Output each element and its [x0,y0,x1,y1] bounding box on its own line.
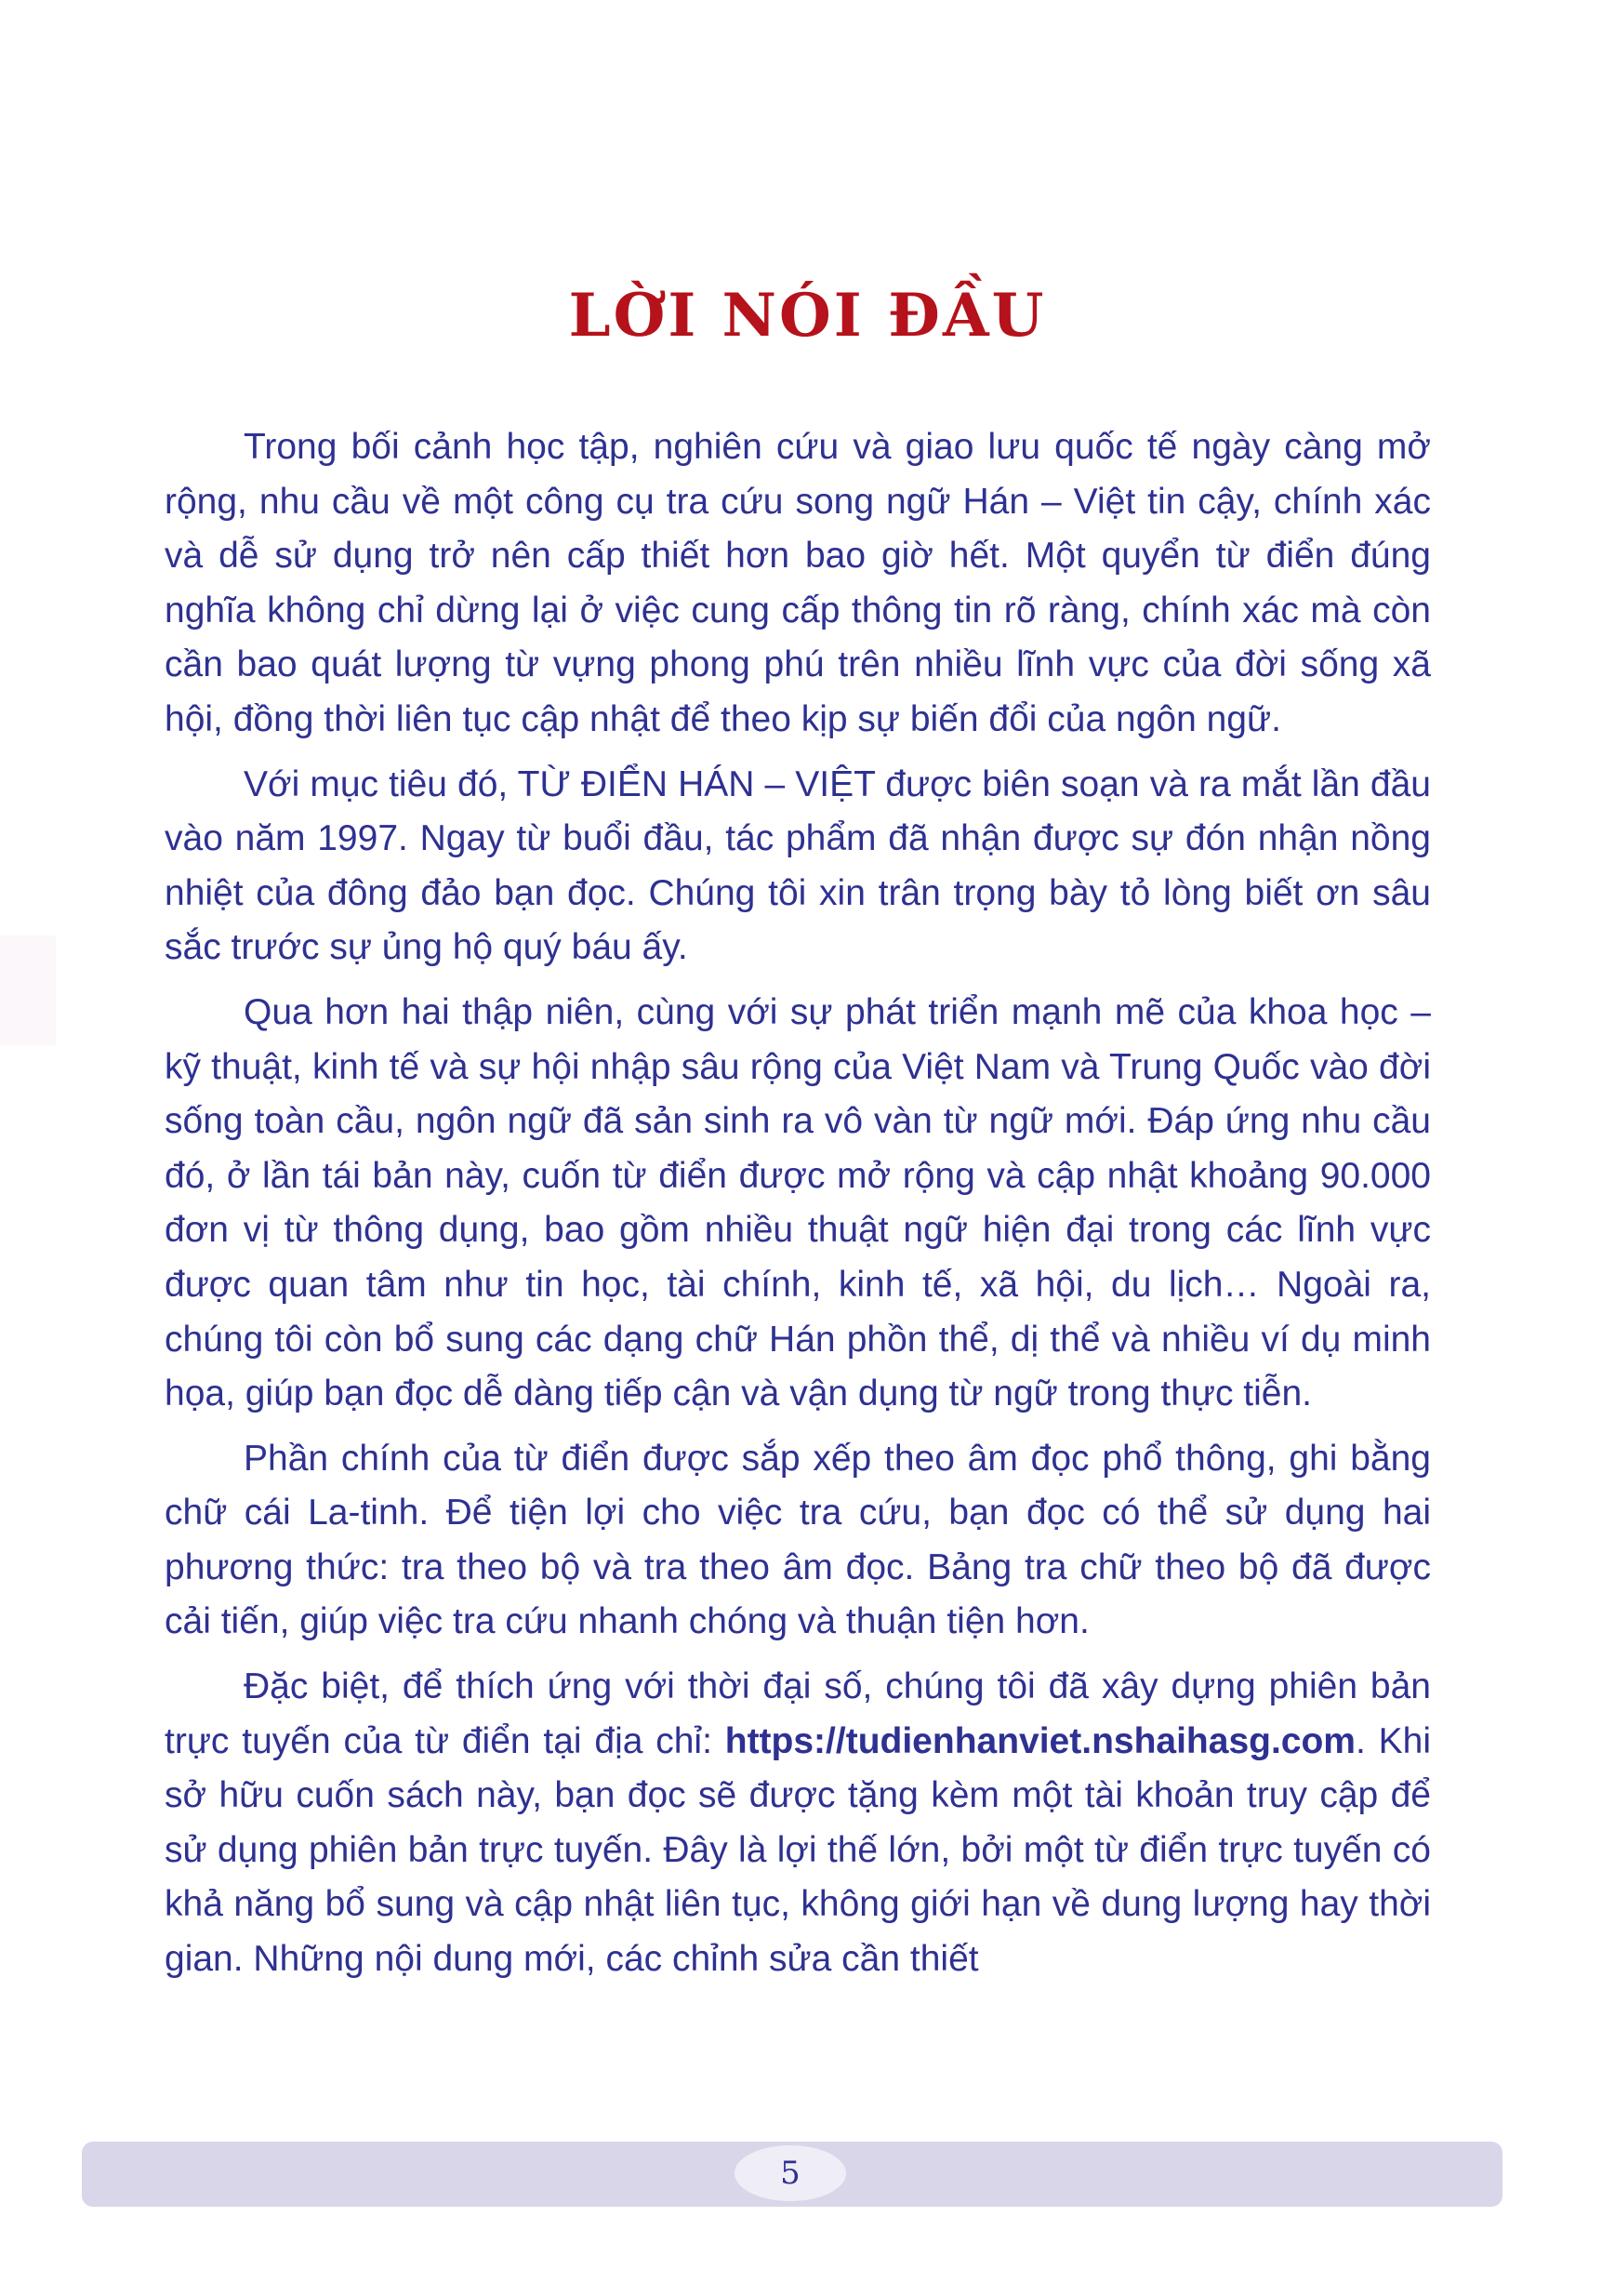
side-thumb-tab [0,936,56,1045]
page-number: 5 [735,2145,846,2201]
paragraph-5-text-before: Đặc biệt, để thích ứng với thời đại số, chúng tôi đã xây dựng phiên bản trực tuyến của từ điển tại địa chỉ: [165,1666,1431,1761]
preface-body [165,420,1431,1997]
paragraph-3: Qua hơn hai thập niên, cùng với sự phát triển mạnh mẽ của khoa học – kỹ thuật, kinh tế và sự hội nhập sâu rộng của Việt Nam và Trung Quốc vào đời sống toàn cầu, ngôn ngữ đã sản sinh ra vô vàn từ ngữ mới. Đáp ứng nhu cầu đó, ở lần tái bản này, cuốn từ điển được mở rộng và cập nhật khoảng 90.000 đơn vị từ thông dụng, bao gồm nhiều thuật ngữ hiện đại trong các lĩnh vực được quan tâm như tin học, tài chính, kinh tế, xã hội, du lịch… Ngoài ra, chúng tôi còn bổ sung các dạng chữ Hán phồn thể, dị thể và nhiều ví dụ minh họa, giúp bạn đọc dễ dàng tiếp cận và vận dụng từ ngữ trong thực tiễn. [165,991,1431,1414]
paragraph-5 [165,1660,1431,1987]
page-title: LỜI NÓI ĐẦU [568,281,1047,351]
paragraph-2: Với mục tiêu đó, TỪ ĐIỂN HÁN – VIỆT được biên soạn và ra mắt lần đầu vào năm 1997. Ngay từ buổi đầu, tác phẩm đã nhận được sự đón nhận nồng nhiệt của đông đảo bạn đọc. Chúng tôi xin trân trọng bày tỏ lòng biết ơn sâu sắc trước sự ủng hộ quý báu ấy. [165,763,1431,968]
paragraph-5-text-after: . Khi sở hữu cuốn sách này, bạn đọc sẽ được tặng kèm một tài khoản truy cập để sử dụng phiên bản trực tuyến. Đây là lợi thế lớn, bởi một từ điển trực tuyến có khả năng bổ sung và cập nhật liên tục, không giới hạn về dung lượng hay thời gian. Những nội dung mới, các chỉnh sửa cần thiết [165,1720,1431,1980]
paragraph-4: Phần chính của từ điển được sắp xếp theo âm đọc phổ thông, ghi bằng chữ cái La-tinh. Để tiện lợi cho việc tra cứu, bạn đọc có thể sử dụng hai phương thức: tra theo bộ và tra theo âm đọc. Bảng tra chữ theo bộ đã được cải tiến, giúp việc tra cứu nhanh chóng và thuận tiện hơn. [165,1438,1431,1642]
online-dictionary-link[interactable]: https://tudienhanviet.nshaihasg.com [724,1720,1356,1761]
paragraph-1: Trong bối cảnh học tập, nghiên cứu và giao lưu quốc tế ngày càng mở rộng, nhu cầu về một công cụ tra cứu song ngữ Hán – Việt tin cậy, chính xác và dễ sử dụng trở nên cấp thiết hơn bao giờ hết. Một quyển từ điển đúng nghĩa không chỉ dừng lại ở việc cung cấp thông tin rõ ràng, chính xác mà còn cần bao quát lượng từ vựng phong phú trên nhiều lĩnh vực của đời sống xã hội, đồng thời liên tục cập nhật để theo kịp sự biến đổi của ngôn ngữ. [165,427,1431,739]
